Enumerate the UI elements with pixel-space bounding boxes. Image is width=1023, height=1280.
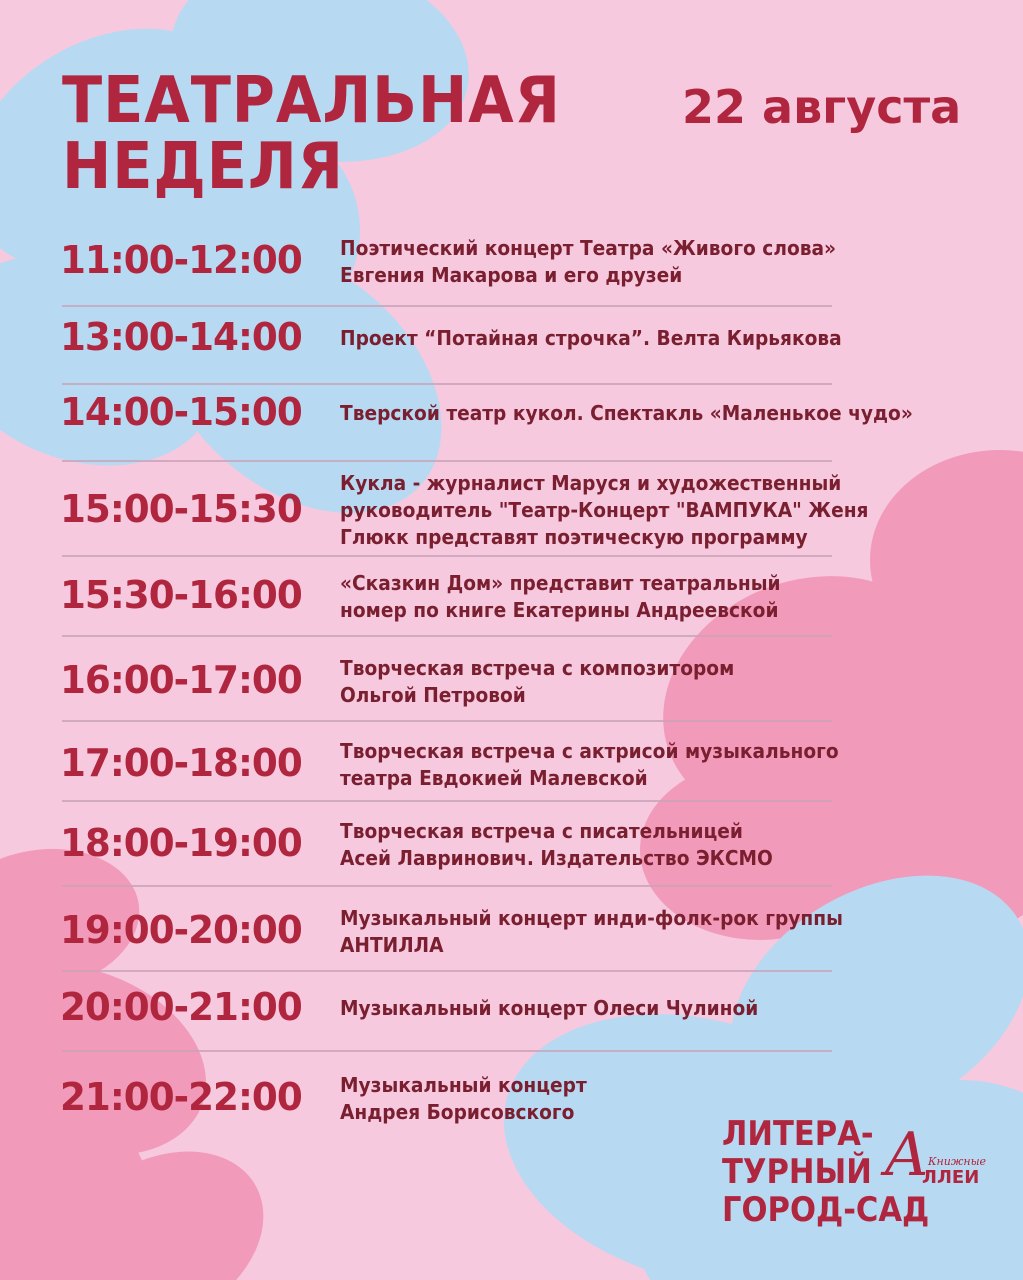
schedule-time: 17:00-18:00 xyxy=(60,741,302,785)
schedule-item xyxy=(0,470,1023,551)
schedule-description: Поэтический концерт Театра «Живого слова» Евгения Макарова и его друзей xyxy=(340,236,837,287)
schedule-item xyxy=(0,984,1023,1029)
schedule-description: Творческая встреча с композитором Ольгой Петровой xyxy=(340,656,735,707)
schedule-item xyxy=(0,655,1023,709)
schedule-item xyxy=(0,389,1023,434)
schedule-description: Проект “Потайная строчка”. Велта Кирьякова xyxy=(340,326,842,350)
schedule-divider xyxy=(62,305,832,307)
schedule-time: 15:00-15:30 xyxy=(60,486,302,531)
schedule-item xyxy=(0,314,1023,359)
schedule-time: 16:00-17:00 xyxy=(60,658,302,702)
schedule-time: 14:00-15:00 xyxy=(60,389,302,434)
page-title xyxy=(62,64,561,204)
schedule-description: Музыкальный концерт инди-фолк-рок группы АНТИЛЛА xyxy=(340,906,843,957)
schedule-description: Тверской театр кукол. Спектакль «Маленькое чудо» xyxy=(340,401,913,425)
knizhnye-allei-logo xyxy=(884,1120,987,1195)
schedule-divider xyxy=(62,970,832,972)
logo-brand-letter: А xyxy=(884,1120,930,1190)
schedule-divider xyxy=(62,460,832,462)
schedule-time: 21:00-22:00 xyxy=(60,1075,302,1119)
schedule-item xyxy=(0,235,1023,289)
schedule-item xyxy=(0,738,1023,792)
schedule-divider xyxy=(62,555,832,557)
schedule-item xyxy=(0,905,1023,959)
logo-line2: ТУРНЫЙ xyxy=(722,1152,872,1192)
schedule-time: 11:00-12:00 xyxy=(60,238,302,282)
schedule-description: Творческая встреча с писательницей Асей Лавринович. Издательство ЭКСМО xyxy=(340,819,773,870)
schedule-item xyxy=(0,570,1023,624)
schedule-divider xyxy=(62,800,832,802)
logo-line1: ЛИТЕРА- xyxy=(722,1114,874,1154)
schedule-time: 13:00-14:00 xyxy=(60,314,302,359)
schedule-time: 19:00-20:00 xyxy=(60,908,302,952)
schedule-divider xyxy=(62,635,832,637)
page-title-line1: ТЕАТРАЛЬНАЯ xyxy=(62,64,561,138)
schedule-description: Музыкальный концерт Олеси Чулиной xyxy=(340,996,759,1020)
page-title-line2: НЕДЕЛЯ xyxy=(62,130,344,204)
schedule-divider xyxy=(62,885,832,887)
event-date: 22 августа xyxy=(682,80,962,134)
schedule-description: Музыкальный концерт Андрея Борисовского xyxy=(340,1073,587,1124)
schedule-divider xyxy=(62,720,832,722)
logo-brand-small: Книжные xyxy=(928,1155,987,1168)
logo-line3: ГОРОД-САД xyxy=(722,1190,930,1230)
schedule-time: 18:00-19:00 xyxy=(60,821,302,865)
schedule-item xyxy=(0,818,1023,872)
schedule-description: Творческая встреча с актрисой музыкального театра Евдокией Малевской xyxy=(340,739,839,790)
schedule-divider xyxy=(62,383,832,385)
schedule-time: 20:00-21:00 xyxy=(60,984,302,1029)
logo-brand-mid: ЛЛЕИ xyxy=(922,1167,980,1188)
schedule-divider xyxy=(62,1050,832,1052)
schedule-description: «Сказкин Дом» представит театральный номер по книге Екатерины Андреевской xyxy=(340,571,781,622)
schedule-description: Кукла - журналист Маруся и художественный руководитель "Театр-Концерт "ВАМПУКА" Женя Глюкк представят поэтическую программу xyxy=(340,471,869,549)
schedule-time: 15:30-16:00 xyxy=(60,573,302,617)
